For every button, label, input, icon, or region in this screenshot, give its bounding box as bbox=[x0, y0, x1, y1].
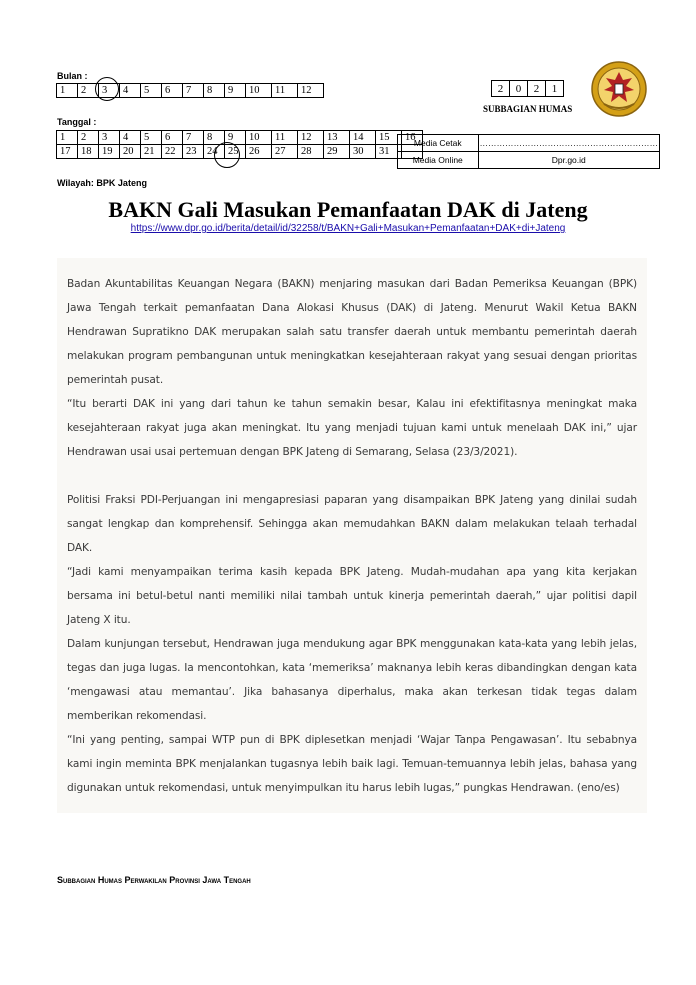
day-cell: 29 bbox=[324, 145, 350, 159]
media-cetak-label: Media Cetak bbox=[398, 135, 479, 152]
day-cell: 19 bbox=[99, 145, 120, 159]
day-cell: 7 bbox=[183, 131, 204, 145]
day-cell: 22 bbox=[162, 145, 183, 159]
selected-day-circle bbox=[214, 142, 240, 168]
month-cell: 9 bbox=[225, 84, 246, 98]
day-cell: 28 bbox=[298, 145, 324, 159]
day-cell: 24 bbox=[204, 145, 225, 159]
day-cell: 4 bbox=[120, 131, 141, 145]
media-table bbox=[397, 134, 660, 169]
article-paragraph: “Ini yang penting, sampai WTP pun di BPK diplesetkan menjadi ‘Wajar Tanpa Pengawasan’. Itu sebabnya kami ingin meminta BPK menjalankan tugasnya lebih baik lagi. Temuan-temuannya lebih jelas, bahasa yang digunakan untuk rekomendasi, untuk menyimpulkan itu harus lebih lugas,” pungkas Hendrawan. (eno/es) bbox=[67, 734, 637, 794]
month-cell: 3 bbox=[99, 84, 120, 98]
month-cell: 6 bbox=[162, 84, 183, 98]
month-cell: 12 bbox=[298, 84, 324, 98]
article-paragraph: Dalam kunjungan tersebut, Hendrawan juga mendukung agar BPK menggunakan kata-kata yang lebih jelas, tegas dan juga lugas. Ia mencontohkan, kata ‘memeriksa’ maknanya lebih keras dibandingkan dengan kata ‘mengawasi atau memantau’. Jika bahasanya diperhalus, maka akan terkesan tidak tegas dalam memberikan rekomendasi. bbox=[67, 638, 637, 722]
media-online-value: Dpr.go.id bbox=[478, 152, 660, 169]
day-cell: 14 bbox=[350, 131, 376, 145]
year-digit: 0 bbox=[510, 81, 528, 97]
article-paragraph: Badan Akuntabilitas Keuangan Negara (BAKN) menjaring masukan dari Badan Pemeriksa Keuangan (BPK) Jawa Tengah terkait pemanfaatan Dana Alokasi Khusus (DAK) di Jateng. Menurut Wakil Ketua BAKN Hendrawan Supratikno DAK merupakan salah satu transfer daerah untuk membantu pemerintah daerah melakukan program pembangunan untuk meningkatkan kesejahteraan rakyat yang sesuai dengan prioritas pemerintah pusat. bbox=[67, 278, 637, 386]
day-cell: 18 bbox=[78, 145, 99, 159]
day-cell: 16 bbox=[402, 131, 423, 145]
day-cell: 25 bbox=[225, 145, 246, 159]
day-cell: 31 bbox=[376, 145, 402, 159]
month-cell: 5 bbox=[141, 84, 162, 98]
day-cell: 1 bbox=[57, 131, 78, 145]
article-paragraph: “Itu berarti DAK ini yang dari tahun ke tahun semakin besar, Kalau ini efektifitasnya meningkat maka kesejahteraan rakyat juga akan meningkat. Itu yang menjadi tujuan kami untuk menelaah DAK ini,” ujar Hendrawan usai usai pertemuan dengan BPK Jateng di Semarang, Selasa (23/3/2021). bbox=[67, 398, 637, 458]
media-online-label: Media Online bbox=[398, 152, 479, 169]
day-cell: 15 bbox=[376, 131, 402, 145]
day-cell: 12 bbox=[298, 131, 324, 145]
month-cell: 4 bbox=[120, 84, 141, 98]
year-box bbox=[491, 80, 564, 97]
day-cell: 30 bbox=[350, 145, 376, 159]
wilayah-label: Wilayah: BPK Jateng bbox=[57, 178, 147, 188]
day-cell: 3 bbox=[99, 131, 120, 145]
day-cell: 27 bbox=[272, 145, 298, 159]
media-cetak-value: ……………………………………………………… bbox=[478, 135, 660, 152]
day-cell: 13 bbox=[324, 131, 350, 145]
tanggal-label: Tanggal : bbox=[57, 117, 97, 127]
year-digit: 2 bbox=[492, 81, 510, 97]
day-cell: 11 bbox=[272, 131, 298, 145]
footer-text: Subbagian Humas Perwakilan Provinsi Jawa Tengah bbox=[57, 875, 251, 885]
day-cell: 23 bbox=[183, 145, 204, 159]
month-cell: 8 bbox=[204, 84, 225, 98]
selected-month-circle bbox=[95, 77, 119, 101]
month-cell: 2 bbox=[78, 84, 99, 98]
day-cell: 5 bbox=[141, 131, 162, 145]
year-digit: 2 bbox=[528, 81, 546, 97]
subbagian-label: SUBBAGIAN HUMAS bbox=[483, 104, 573, 114]
article-paragraph: Politisi Fraksi PDI-Perjuangan ini mengapresiasi paparan yang disampaikan BPK Jateng yang dinilai sudah sangat lengkap dan komprehensif. Sehingga akan memudahkan BAKN dalam melakukan telaah terhadal DAK. bbox=[67, 494, 637, 554]
month-cell: 1 bbox=[57, 84, 78, 98]
year-digit: 1 bbox=[546, 81, 564, 97]
day-cell: 20 bbox=[120, 145, 141, 159]
day-cell: 9 bbox=[225, 131, 246, 145]
article-title: BAKN Gali Masukan Pemanfaatan DAK di Jateng bbox=[108, 197, 588, 222]
day-cell: 2 bbox=[78, 131, 99, 145]
month-cell: 10 bbox=[246, 84, 272, 98]
day-cell: 21 bbox=[141, 145, 162, 159]
article-body bbox=[57, 258, 647, 813]
article-paragraph: “Jadi kami menyampaikan terima kasih kepada BPK Jateng. Mudah-mudahan apa yang kita kerjakan bersama ini betul-betul nanti memiliki nilai tambah untuk kinerja pemerintah daerah,” ujar politisi dapil Jateng X itu. bbox=[67, 566, 637, 626]
bulan-label: Bulan : bbox=[57, 71, 88, 81]
month-cell: 7 bbox=[183, 84, 204, 98]
article-url-link[interactable]: https://www.dpr.go.id/berita/detail/id/32258/t/BAKN+Gali+Masukan+Pemanfaatan+DAK+di+Jateng bbox=[130, 223, 566, 234]
month-cell: 11 bbox=[272, 84, 298, 98]
day-cell: 17 bbox=[57, 145, 78, 159]
bpk-emblem-icon bbox=[590, 60, 648, 118]
day-cell: 26 bbox=[246, 145, 272, 159]
day-cell: 6 bbox=[162, 131, 183, 145]
day-cell: 10 bbox=[246, 131, 272, 145]
day-cell: 8 bbox=[204, 131, 225, 145]
